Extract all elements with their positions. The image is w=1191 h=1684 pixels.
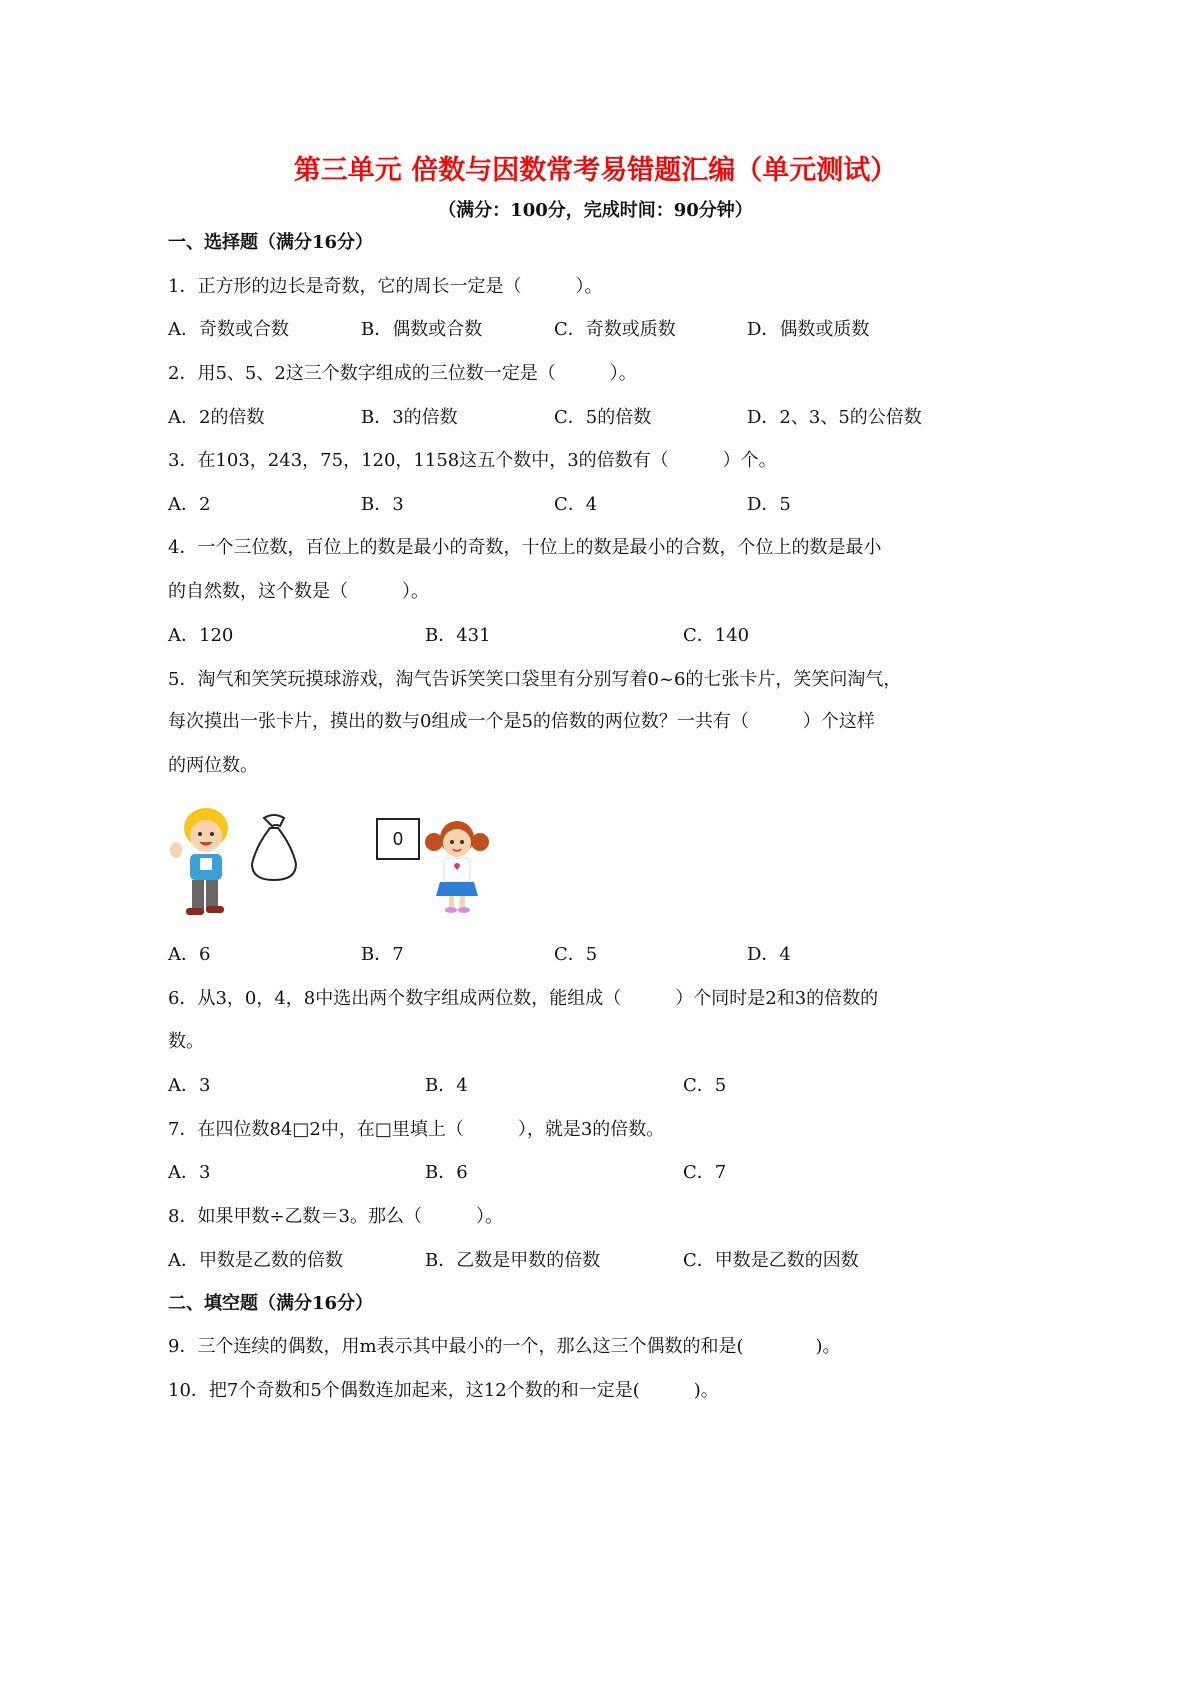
q1-option-b: B．偶数或合数: [361, 319, 483, 340]
document-subtitle: （满分：100分，完成时间：90分钟）: [438, 200, 753, 221]
q1-option-d: D．偶数或质数: [747, 319, 870, 340]
q3-option-a: A．2: [168, 494, 211, 515]
q7-option-a: A．3: [168, 1162, 211, 1183]
question-6-line-1: 6．从3，0，4，8中选出两个数字组成两位数，能组成（ ）个同时是2和3的倍数的: [168, 988, 879, 1009]
q3-option-d: D．5: [747, 494, 791, 515]
q4-option-c: C．140: [683, 625, 750, 646]
question-6-line-2: 数。: [168, 1031, 204, 1052]
question-10: 10．把7个奇数和5个偶数连加起来，这12个数的和一定是( )。: [168, 1380, 719, 1401]
document-title: 第三单元 倍数与因数常考易错题汇编（单元测试）: [293, 155, 898, 186]
q2-option-b: B．3的倍数: [361, 407, 458, 428]
q3-option-b: B．3: [361, 494, 404, 515]
q7-option-c: C．7: [683, 1162, 727, 1183]
question-9: 9．三个连续的偶数，用m表示其中最小的一个，那么这三个偶数的和是( )。: [168, 1336, 841, 1357]
q8-option-a: A．甲数是乙数的倍数: [168, 1250, 343, 1271]
q1-option-c: C．奇数或质数: [554, 319, 676, 340]
q4-option-a: A．120: [168, 625, 234, 646]
boy-illustration: [168, 800, 238, 920]
question-8: 8．如果甲数÷乙数＝3。那么（ ）。: [168, 1206, 503, 1227]
q4-option-b: B．431: [425, 625, 491, 646]
q2-option-a: A．2的倍数: [168, 407, 265, 428]
q5-option-a: A．6: [168, 944, 211, 965]
q5-option-d: D．4: [747, 944, 791, 965]
question-3: 3．在103，243，75，120，1158这五个数中，3的倍数有（ ）个。: [168, 450, 777, 471]
q6-option-c: C．5: [683, 1075, 727, 1096]
q8-option-c: C．甲数是乙数的因数: [683, 1250, 859, 1271]
bag-icon: [246, 812, 302, 884]
number-card: 0: [376, 818, 420, 860]
q2-option-d: D．2、3、5的公倍数: [747, 407, 922, 428]
q8-option-b: B．乙数是甲数的倍数: [425, 1250, 601, 1271]
section-heading-fill-blank: 二、填空题（满分16分）: [168, 1293, 374, 1314]
question-4-line-2: 的自然数，这个数是（ ）。: [168, 581, 429, 602]
q5-option-c: C．5: [554, 944, 598, 965]
question-5-line-1: 5．淘气和笑笑玩摸球游戏，淘气告诉笑笑口袋里有分别写着0~6的七张卡片，笑笑问淘气，: [168, 669, 902, 690]
q6-option-b: B．4: [425, 1075, 468, 1096]
question-7: 7．在四位数84□2中，在□里填上（ ），就是3的倍数。: [168, 1119, 665, 1140]
question-2: 2．用5、5、2这三个数字组成的三位数一定是（ ）。: [168, 363, 637, 384]
question-5-line-3: 的两位数。: [168, 755, 258, 776]
q6-option-a: A．3: [168, 1075, 211, 1096]
girl-illustration: [424, 816, 490, 916]
q2-option-c: C．5的倍数: [554, 407, 652, 428]
q1-option-a: A．奇数或合数: [168, 319, 289, 340]
question-5-line-2: 每次摸出一张卡片，摸出的数与0组成一个是5的倍数的两位数？一共有（ ）个这样: [168, 711, 875, 732]
q7-option-b: B．6: [425, 1162, 468, 1183]
section-heading-choice: 一、选择题（满分16分）: [168, 232, 374, 253]
question-1: 1．正方形的边长是奇数，它的周长一定是（ ）。: [168, 276, 603, 297]
q5-option-b: B．7: [361, 944, 404, 965]
q3-option-c: C．4: [554, 494, 598, 515]
question-4-line-1: 4．一个三位数，百位上的数是最小的奇数，十位上的数是最小的合数，个位上的数是最小: [168, 537, 882, 558]
